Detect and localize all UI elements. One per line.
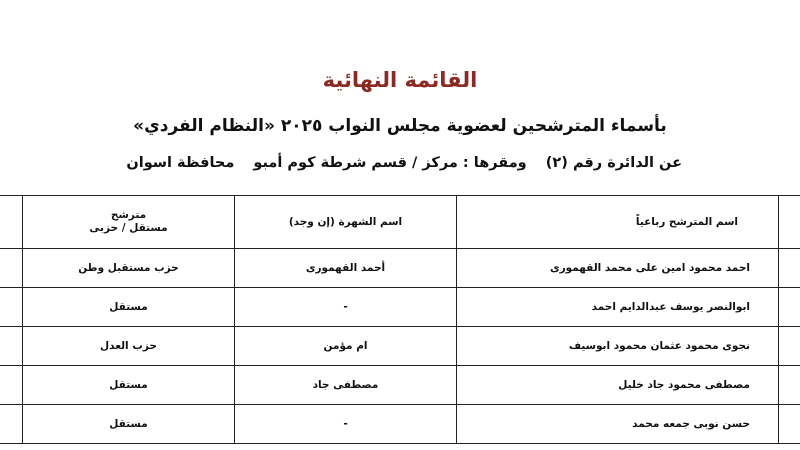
table-row	[0, 327, 800, 366]
table-edge-cell	[779, 196, 800, 249]
table-edge-cell	[779, 366, 800, 405]
candidate-name-cell: مصطفى محمود جاد خليل	[457, 366, 779, 405]
table-edge-cell	[0, 405, 23, 444]
candidate-nickname-cell: مصطفى جاد	[235, 366, 457, 405]
candidate-name-cell: حسن نوبى جمعه محمد	[457, 405, 779, 444]
district-line	[126, 155, 682, 171]
table-edge-cell	[0, 196, 23, 249]
table-row	[0, 405, 800, 444]
candidate-nickname-cell: -	[235, 288, 457, 327]
table-edge-cell	[0, 327, 23, 366]
header-candidate-name: اسم المترشح رباعياً	[457, 196, 779, 249]
header-affiliation-line2: مستقل / حزبى	[89, 222, 168, 234]
candidate-nickname-cell: -	[235, 405, 457, 444]
table-edge-cell	[0, 288, 23, 327]
candidate-affiliation-cell: مستقل	[23, 288, 235, 327]
candidate-name-cell: ابوالنصر يوسف عبدالدايم احمد	[457, 288, 779, 327]
candidate-affiliation-cell: حزب مستقبل وطن	[23, 249, 235, 288]
candidate-affiliation-cell: مستقل	[23, 405, 235, 444]
district-governorate: محافظة اسوان	[126, 155, 235, 171]
table-row	[0, 249, 800, 288]
table-edge-cell	[779, 249, 800, 288]
candidate-affiliation-cell: حزب العدل	[23, 327, 235, 366]
document-title: القائمة النهائية	[322, 68, 478, 92]
table-header-row	[0, 196, 800, 249]
district-number: عن الدائرة رقم (٢)	[545, 155, 682, 171]
table-edge-cell	[779, 327, 800, 366]
candidate-affiliation-cell: مستقل	[23, 366, 235, 405]
candidate-name-cell: نجوى محمود عثمان محمود ابوسيف	[457, 327, 779, 366]
table-edge-cell	[0, 249, 23, 288]
header-affiliation	[23, 196, 235, 249]
document-subtitle: بأسماء المترشحين لعضوية مجلس النواب ٢٠٢٥ «النظام الفردي»	[133, 116, 667, 136]
table-edge-cell	[779, 405, 800, 444]
table-row	[0, 366, 800, 405]
table-row	[0, 288, 800, 327]
candidates-table	[0, 195, 800, 444]
candidate-nickname-cell: أحمد القهمورى	[235, 249, 457, 288]
candidate-nickname-cell: ام مؤمن	[235, 327, 457, 366]
district-seat: ومقرها : مركز / قسم شرطة كوم أمبو	[253, 155, 527, 171]
header-affiliation-line1: مترشح	[110, 209, 147, 221]
table-edge-cell	[0, 366, 23, 405]
candidate-name-cell: احمد محمود امين على محمد القهمورى	[457, 249, 779, 288]
table-edge-cell	[779, 288, 800, 327]
header-nickname: اسم الشهرة (إن وجد)	[235, 196, 457, 249]
